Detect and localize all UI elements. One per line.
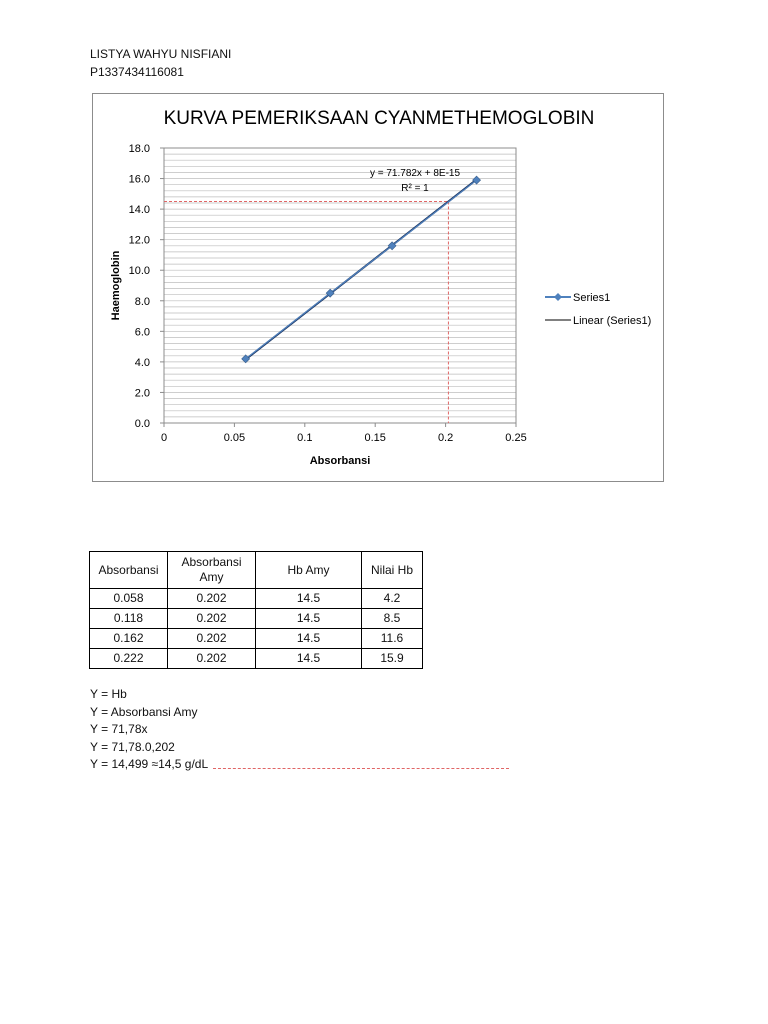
y-tick-label: 18.0 (128, 143, 150, 155)
y-tick-label: 4.0 (134, 356, 150, 369)
table-cell: 0.202 (168, 609, 256, 629)
chart-frame (92, 93, 664, 482)
data-table (89, 551, 423, 669)
y-tick-label: 10.0 (128, 265, 150, 278)
calculation-line: Y = Hb (90, 687, 127, 701)
table-cell: 14.5 (256, 649, 362, 669)
legend-trendline-label: Linear (Series1) (573, 315, 652, 327)
table-cell: 0.222 (90, 649, 168, 669)
legend-series-label: Series1 (573, 292, 611, 304)
table-row (90, 589, 423, 609)
trendline-equation: y = 71.782x + 8E-15 (369, 168, 461, 179)
table-header-row (90, 552, 423, 589)
x-tick-label: 0.1 (297, 432, 313, 444)
trendline-r2: R² = 1 (401, 183, 429, 194)
calculation-line: Y = 71,78.0,202 (90, 739, 175, 754)
table-header: Absorbansi Amy (168, 552, 256, 589)
y-tick-label: 16.0 (128, 173, 150, 186)
y-tick-label: 2.0 (134, 387, 150, 400)
y-tick-label: 12.0 (128, 234, 150, 247)
legend-series-marker (554, 293, 562, 301)
table-cell: 8.5 (362, 609, 423, 629)
x-tick-label: 0.25 (505, 432, 527, 444)
table-cell: 14.5 (256, 629, 362, 649)
x-tick-label: 0.2 (437, 432, 454, 444)
table-cell: 0.202 (168, 629, 256, 649)
table-cell: 0.202 (168, 649, 256, 669)
author-id: P1337434116081 (90, 65, 184, 79)
table-cell: 4.2 (362, 589, 423, 609)
x-tick-label: 0.05 (223, 432, 246, 444)
table-row (90, 609, 423, 629)
x-tick-label: 0 (160, 432, 168, 444)
table-cell: 11.6 (362, 629, 423, 649)
table-cell: 0.202 (168, 589, 256, 609)
calculation-line: Y = 71,78x (90, 722, 148, 736)
chart-title: KURVA PEMERIKSAAN CYANMETHEMOGLOBIN (163, 108, 595, 129)
calculation-line: Y = Absorbansi Amy (90, 704, 198, 719)
result-underline (213, 768, 509, 769)
y-tick-label: 8.0 (134, 295, 150, 308)
table-row (90, 649, 423, 669)
table-cell: 14.5 (256, 609, 362, 629)
y-axis-label: Haemoglobin (110, 250, 122, 321)
table-cell: 0.118 (90, 609, 168, 629)
table-cell: 14.5 (256, 589, 362, 609)
calculation-result: Y = 14,499 ≈14,5 g/dL (90, 757, 209, 771)
table-row (90, 629, 423, 649)
y-tick-label: 6.0 (134, 326, 150, 339)
table-cell: 15.9 (362, 649, 423, 669)
author-name: LISTYA WAHYU NISFIANI (90, 47, 232, 61)
calculation-notes (90, 686, 208, 774)
series-line (246, 180, 477, 359)
y-tick-label: 0.0 (134, 418, 150, 430)
table-header: Nilai Hb (362, 552, 423, 589)
table-cell: 0.162 (90, 629, 168, 649)
y-tick-label: 14.0 (128, 204, 150, 217)
x-axis-label: Absorbansi (309, 455, 371, 467)
table-header: Hb Amy (256, 552, 362, 589)
table-cell: 0.058 (90, 589, 168, 609)
x-tick-label: 0.15 (364, 432, 386, 444)
chart (93, 94, 665, 483)
table-header: Absorbansi (90, 552, 168, 589)
